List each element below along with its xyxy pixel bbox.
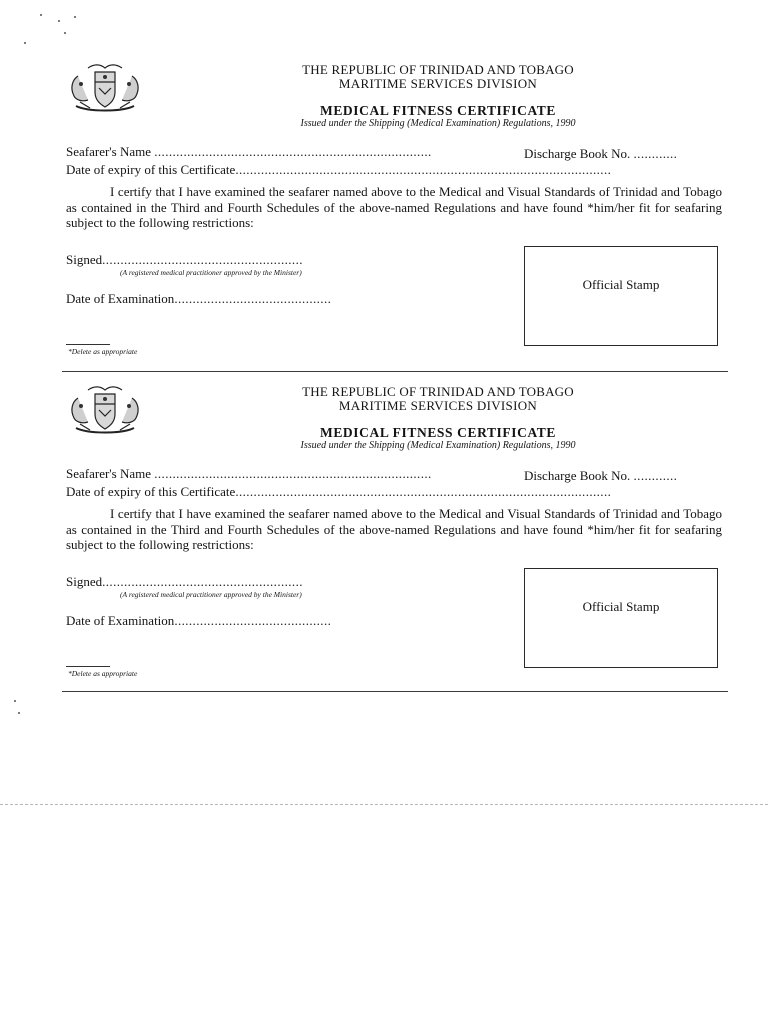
expiry-date-blank: ....................................................................................................... bbox=[235, 162, 612, 177]
signature-field[interactable] bbox=[66, 252, 303, 268]
republic-heading: THE REPUBLIC OF TRINIDAD AND TOBAGO bbox=[302, 384, 574, 399]
expiry-date-field[interactable] bbox=[66, 484, 611, 500]
seafarer-name-field[interactable] bbox=[66, 466, 432, 482]
certificate-2 bbox=[0, 322, 768, 678]
seafarer-name-blank: ............................................................................ bbox=[154, 466, 432, 481]
footnote-rule bbox=[66, 666, 110, 667]
scan-speck bbox=[14, 700, 16, 702]
footnote: *Delete as appropriate bbox=[68, 347, 138, 356]
certificate-title: MEDICAL FITNESS CERTIFICATE bbox=[319, 103, 557, 118]
certificate-subtitle: Issued under the Shipping (Medical Examination) Regulations, 1990 bbox=[300, 118, 576, 129]
signature-blank: ....................................................... bbox=[102, 252, 303, 267]
official-stamp-label: Official Stamp bbox=[582, 599, 660, 614]
certificate-separator bbox=[62, 691, 728, 692]
discharge-book-blank: ............ bbox=[633, 468, 678, 483]
seafarer-name-label: Seafarer's Name bbox=[66, 466, 151, 481]
signed-label: Signed bbox=[66, 252, 103, 267]
seafarer-name-blank: ............................................................................ bbox=[154, 144, 432, 159]
discharge-book-field[interactable] bbox=[524, 146, 677, 162]
seafarer-name-label: Seafarer's Name bbox=[66, 144, 151, 159]
republic-heading: THE REPUBLIC OF TRINIDAD AND TOBAGO bbox=[302, 62, 574, 77]
scan-edge-line bbox=[0, 804, 768, 805]
certificate-title: MEDICAL FITNESS CERTIFICATE bbox=[319, 425, 557, 440]
discharge-book-blank: ............ bbox=[633, 146, 678, 161]
coat-of-arms-icon bbox=[66, 62, 144, 114]
official-stamp-box bbox=[524, 568, 718, 668]
official-stamp-label: Official Stamp bbox=[582, 277, 660, 292]
signed-label: Signed bbox=[66, 574, 103, 589]
signature-blank: ....................................................... bbox=[102, 574, 303, 589]
examination-date-blank: ........................................... bbox=[174, 613, 332, 628]
expiry-date-blank: ....................................................................................................... bbox=[235, 484, 612, 499]
examination-date-blank: ........................................... bbox=[174, 291, 332, 306]
division-heading: MARITIME SERVICES DIVISION bbox=[338, 398, 538, 413]
coat-of-arms-icon bbox=[66, 384, 144, 436]
seafarer-name-field[interactable] bbox=[66, 144, 432, 160]
expiry-date-label: Date of expiry of this Certificate bbox=[66, 484, 236, 499]
scan-speck bbox=[18, 712, 20, 714]
practitioner-note: (A registered medical practitioner approved by the Minister) bbox=[120, 268, 302, 277]
certification-statement: I certify that I have examined the seafarer named above to the Medical and Visual Standards of Trinidad and Tobago as contained in the Third and Fourth Schedules of the above-named Regulations and have found *him/her fit for seafaring subject to the following restrictions: bbox=[66, 184, 722, 230]
signature-field[interactable] bbox=[66, 574, 303, 590]
practitioner-note: (A registered medical practitioner approved by the Minister) bbox=[120, 590, 302, 599]
certificate-1 bbox=[0, 0, 768, 356]
division-heading: MARITIME SERVICES DIVISION bbox=[338, 76, 538, 91]
certificate-subtitle: Issued under the Shipping (Medical Examination) Regulations, 1990 bbox=[300, 440, 576, 451]
discharge-book-field[interactable] bbox=[524, 468, 677, 484]
discharge-book-label: Discharge Book No. bbox=[524, 468, 631, 483]
examination-date-label: Date of Examination bbox=[66, 613, 175, 628]
certification-statement: I certify that I have examined the seafarer named above to the Medical and Visual Standards of Trinidad and Tobago as contained in the Third and Fourth Schedules of the above-named Regulations and have found *him/her fit for seafaring subject to the following restrictions: bbox=[66, 506, 722, 552]
expiry-date-field[interactable] bbox=[66, 162, 611, 178]
discharge-book-label: Discharge Book No. bbox=[524, 146, 631, 161]
footnote: *Delete as appropriate bbox=[68, 669, 138, 678]
examination-date-label: Date of Examination bbox=[66, 291, 175, 306]
examination-date-field[interactable] bbox=[66, 613, 331, 629]
examination-date-field[interactable] bbox=[66, 291, 331, 307]
expiry-date-label: Date of expiry of this Certificate bbox=[66, 162, 236, 177]
